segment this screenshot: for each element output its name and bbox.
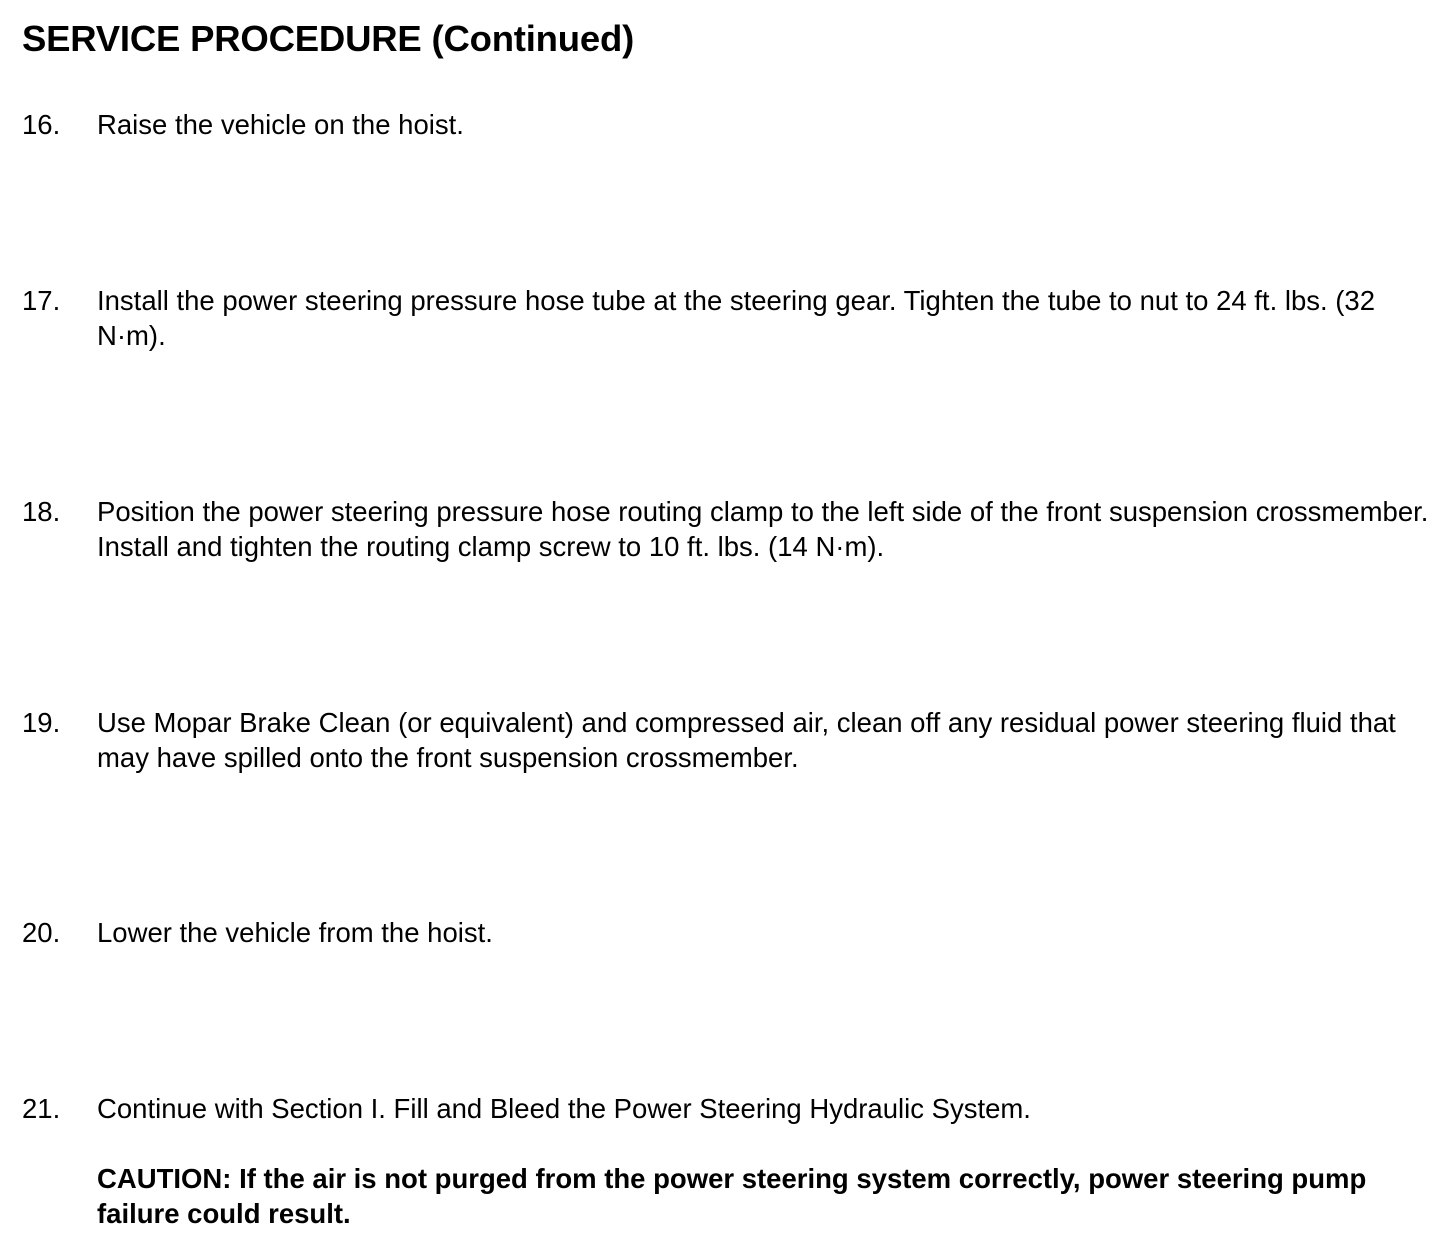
page-title: SERVICE PROCEDURE (Continued) bbox=[22, 18, 635, 59]
step-21 bbox=[22, 1091, 1432, 1231]
step-number: 20. bbox=[22, 917, 61, 948]
step-17 bbox=[22, 283, 1432, 353]
step-18 bbox=[22, 494, 1432, 564]
step-number: 17. bbox=[22, 285, 61, 316]
step-19 bbox=[22, 705, 1432, 775]
step-number: 21. bbox=[22, 1093, 61, 1124]
step-text: Install the power steering pressure hose tube at the steering gear. Tighten the tube to nut to 24 ft. lbs. (32 N·m). bbox=[97, 285, 1376, 351]
step-16 bbox=[22, 107, 1432, 142]
step-number: 18. bbox=[22, 496, 61, 527]
step-text: Lower the vehicle from the hoist. bbox=[97, 917, 493, 948]
step-20 bbox=[22, 915, 1432, 950]
step-text: Raise the vehicle on the hoist. bbox=[97, 109, 464, 140]
step-number: 16. bbox=[22, 109, 61, 140]
caution-notice: CAUTION: If the air is not purged from the power steering system correctly, power steering pump failure could result. bbox=[97, 1163, 1367, 1229]
step-text: Position the power steering pressure hose routing clamp to the left side of the front suspension crossmember. Install and tighten the routing clamp screw to 10 ft. lbs. (14 N·m). bbox=[97, 496, 1429, 562]
step-number: 19. bbox=[22, 707, 61, 738]
step-text: Use Mopar Brake Clean (or equivalent) and compressed air, clean off any residual power steering fluid that may have spilled onto the front suspension crossmember. bbox=[97, 707, 1396, 773]
step-text: Continue with Section I. Fill and Bleed the Power Steering Hydraulic System. bbox=[97, 1093, 1031, 1124]
